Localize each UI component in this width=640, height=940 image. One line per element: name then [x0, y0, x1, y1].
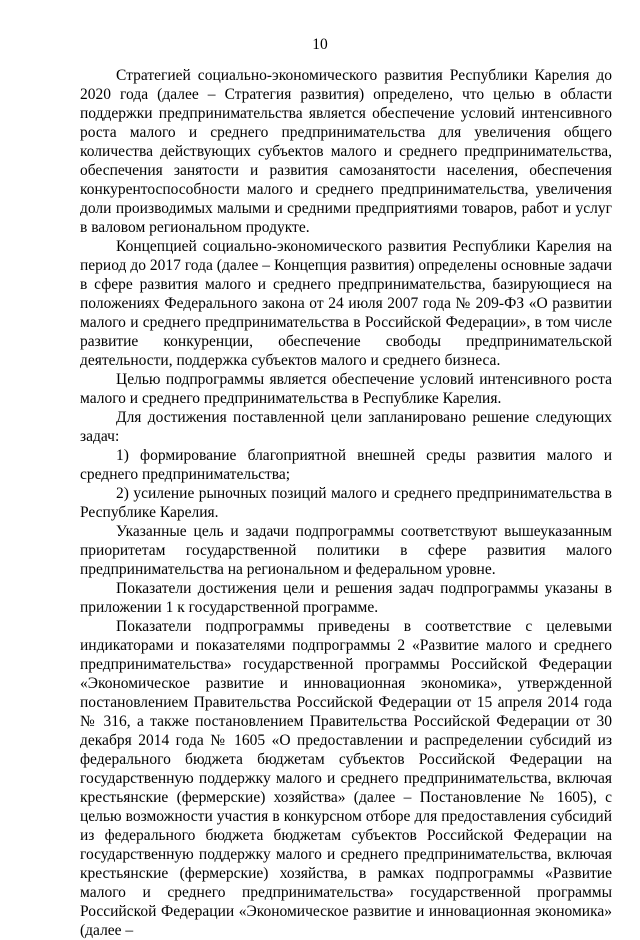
paragraph-indicators-appendix: Показатели достижения цели и решения задач подпрограммы указаны в приложении 1 к государственной программе. — [80, 580, 612, 616]
document-body — [80, 66, 612, 940]
paragraph-goal: Целью подпрограммы является обеспечение условий интенсивного роста малого и среднего предпринимательства в Республике Карелия. — [80, 371, 612, 407]
paragraph-priorities: Указанные цель и задачи подпрограммы соответствуют вышеуказанным приоритетам государственной политики в сфере развития малого предпринимательства на региональном и федеральном уровне. — [80, 523, 612, 578]
paragraph-indicators-alignment: Показатели подпрограммы приведены в соответствие с целевыми индикаторами и показателями подпрограммы 2 «Развитие малого и среднего предпринимательства» государственной программы Российской Федерации «Экономическое развитие и инновационная экономика», утвержденной постановлением Правительства Российской Федерации от 15 апреля 2014 года № 316, а также постановлением Правительства Российской Федерации от 30 декабря 2014 года № 1605 «О предоставлении и распределении субсидий из федерального бюджета бюджетам субъектов Российской Федерации на государственную поддержку малого и среднего предпринимательства, включая крестьянские (фермерские) хозяйства» (далее – Постановление № 1605), с целью возможности участия в конкурсном отборе для предоставления субсидий из федерального бюджета бюджетам субъектов Российской Федерации на государственную поддержку малого и среднего предпринимательства, включая крестьянские (фермерские) хозяйства, в рамках подпрограммы «Развитие малого и среднего предпринимательства» государственной программы Российской Федерации «Экономическое развитие и инновационная экономика» (далее – — [80, 618, 612, 939]
page-number: 10 — [312, 36, 328, 53]
paragraph-task-1: 1) формирование благоприятной внешней среды развития малого и среднего предпринимательства; — [80, 447, 612, 483]
paragraph-strategy: Стратегией социально-экономического развития Республики Карелия до 2020 года (далее – Стратегия развития) определено, что целью в области поддержки предпринимательства является обеспечение условий интенсивного роста малого и среднего предпринимательства для увеличения общего количества действующих субъектов малого и среднего предпринимательства, обеспечения занятости и развития самозанятости населения, обеспечения конкурентоспособности малого и среднего предпринимательства, увеличения доли производимых малыми и средними предприятиями товаров, работ и услуг в валовом региональном продукте. — [80, 67, 612, 236]
paragraph-concept: Концепцией социально-экономического развития Республики Карелия на период до 2017 года (далее – Концепция развития) определены основные задачи в сфере развития малого и среднего предпринимательства, базирующиеся на положениях Федерального закона от 24 июля 2007 года № 209-ФЗ «О развитии малого и среднего предпринимательства в Российской Федерации», в том числе развитие конкуренции, обеспечение свободы предпринимательской деятельности, поддержка субъектов малого и среднего бизнеса. — [80, 238, 612, 369]
paragraph-task-2: 2) усиление рыночных позиций малого и среднего предпринимательства в Республике Карелия. — [80, 485, 612, 521]
paragraph-tasks-intro: Для достижения поставленной цели запланировано решение следующих задач: — [80, 409, 612, 445]
